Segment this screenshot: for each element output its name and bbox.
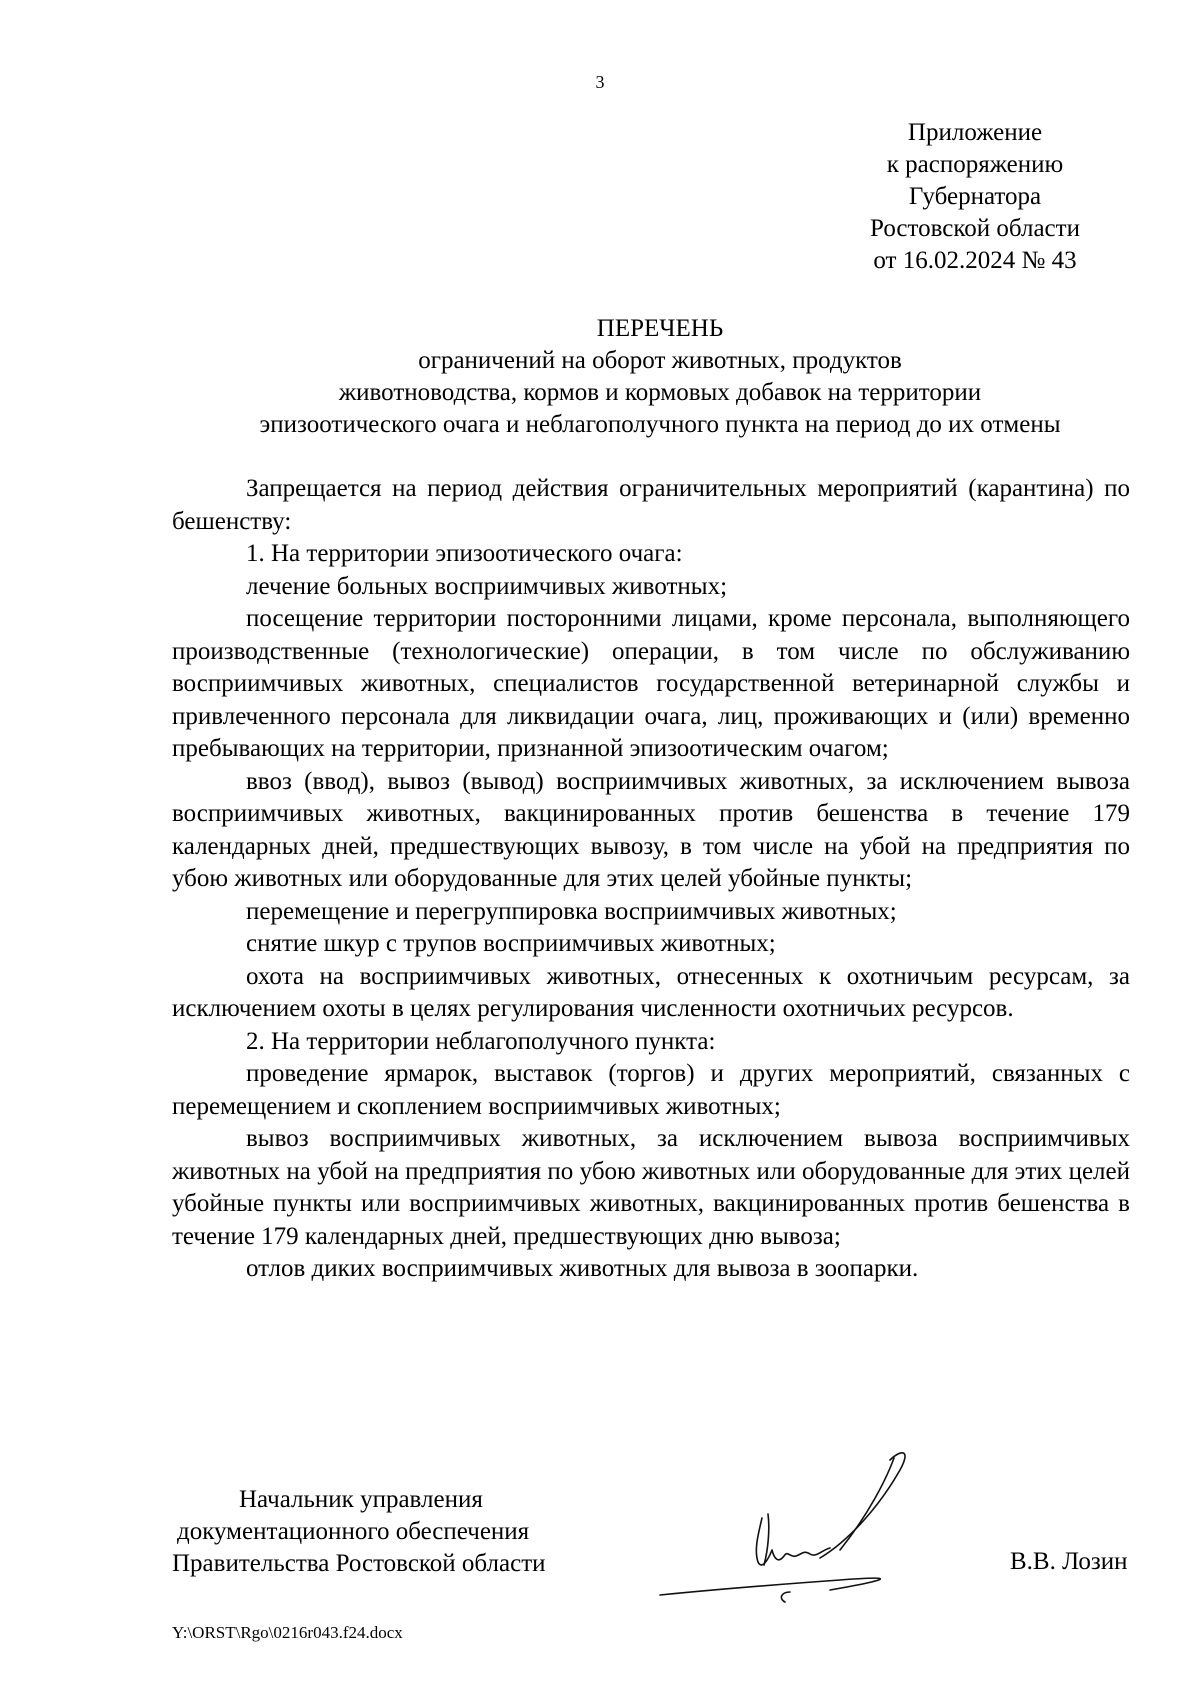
appendix-header — [820, 117, 1130, 277]
paragraph: лечение больных восприимчивых животных; — [246, 572, 728, 600]
paragraph: 2. На территории неблагополучного пункта: — [246, 1027, 716, 1055]
paragraph: ввоз (ввод), вывоз (вывод) восприимчивых животных, за исключением вывоза восприимчивых животных, вакцинированных против бешенства в течение 179 календарных дней, предшествующих вывозу, в том числе на убой на предприятия по убою животных или оборудованные для этих целей убойные пункты; — [172, 767, 1130, 892]
file-path: Y:\ORST\Rgo\0216r043.f24.docx — [172, 1623, 403, 1642]
signatory-line: Правительства Ростовской области — [172, 1550, 546, 1577]
signatory-name: В.В. Лозин — [1010, 1548, 1128, 1575]
appendix-line: Губернатора — [908, 183, 1042, 210]
title-line: ограничений на оборот животных, продуктов — [418, 347, 902, 374]
paragraph: 1. На территории эпизоотического очага: — [246, 540, 683, 567]
document-body — [172, 473, 1130, 1286]
appendix-line: от 16.02.2024 № 43 — [873, 247, 1077, 274]
paragraph: вывоз восприимчивых животных, за исключением вывоза восприимчивых животных на убой на предприятия по убою животных или оборудованные для этих целей убойные пункты или восприимчивых животных, вакцинированных против бешенства в течение 179 календарных дней, предшествующих дню вывоза; — [172, 1125, 1130, 1250]
signatory-line: документационного обеспечения — [177, 1518, 530, 1545]
paragraph: отлов диких восприимчивых животных для вывоза в зоопарки. — [246, 1255, 919, 1282]
signatory-title — [172, 1484, 612, 1580]
paragraph: охота на восприимчивых животных, отнесенных к охотничьим ресурсам, за исключением охоты в целях регулирования численности охотничьих ресурсов. — [172, 962, 1130, 1022]
title-line: эпизоотического очага и неблагополучного пункта на период до их отмены — [259, 411, 1061, 438]
document-title — [150, 313, 1170, 441]
paragraph: проведение ярмарок, выставок (торгов) и других мероприятий, связанных с перемещением и скоплением восприимчивых животных; — [172, 1060, 1130, 1120]
signatory-line: Начальник управления — [239, 1486, 483, 1513]
paragraph: перемещение и перегруппировка восприимчивых животных; — [246, 897, 897, 925]
appendix-line: Приложение — [907, 119, 1043, 146]
title-heading: ПЕРЕЧЕНЬ — [596, 315, 724, 342]
appendix-line: к распоряжению — [886, 151, 1064, 178]
appendix-line: Ростовской области — [870, 215, 1080, 242]
paragraph: Запрещается на период действия ограничительных мероприятий (карантина) по бешенству: — [172, 475, 1130, 535]
paragraph: снятие шкур с трупов восприимчивых животных; — [246, 930, 776, 957]
handwritten-signature — [650, 1440, 990, 1610]
title-line: животноводства, кормов и кормовых добавок на территории — [338, 379, 982, 406]
page-number: 3 — [595, 72, 605, 92]
paragraph: посещение территории посторонними лицами, кроме персонала, выполняющего производственные (технологические) операции, в том числе по обслуживанию восприимчивых животных, специалистов государственной ветеринарной службы и привлеченного персонала для ликвидации очага, лиц, проживающих и (или) временно пребывающих на территории, признанной эпизоотическим очагом; — [172, 605, 1130, 762]
